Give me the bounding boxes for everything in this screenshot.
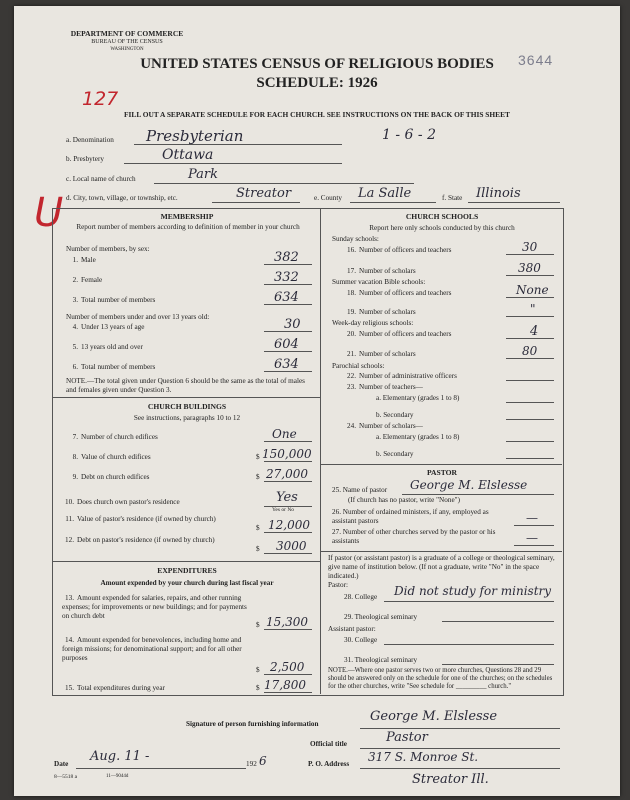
q10-row: 10. Does church own pastor's residence <box>65 498 180 506</box>
q18-row: 18. Number of officers and teachers <box>347 289 452 297</box>
q27-value[interactable]: — <box>526 531 538 545</box>
q2-value[interactable]: 332 <box>274 270 299 285</box>
census-schedule-page <box>14 6 620 796</box>
q23b-row: b. Secondary <box>376 411 414 419</box>
expenditures-heading: EXPENDITURES <box>157 566 217 575</box>
q20-row: 20. Number of officers and teachers <box>347 330 452 338</box>
q6-row: 6. Total number of members <box>72 363 156 371</box>
q8-row: 8. Value of church edifices <box>72 453 151 461</box>
membership-heading: MEMBERSHIP <box>160 212 214 221</box>
age-label: Number of members under and over 13 years old: <box>66 313 210 321</box>
stamp-number: 3644 <box>518 52 554 68</box>
q15-dollar: $ <box>256 684 260 692</box>
po-address-value[interactable]: 317 S. Monroe St. <box>368 750 479 764</box>
year-digit[interactable]: 6 <box>259 754 267 768</box>
q28-value[interactable]: Did not study for ministry <box>394 584 552 598</box>
pastor-name-note: (If church has no pastor, write "None") <box>348 496 460 504</box>
po-address-label: P. O. Address <box>308 760 350 768</box>
city-label: d. City, town, village, or township, etc. <box>66 194 178 202</box>
buildings-heading: CHURCH BUILDINGS <box>147 402 227 411</box>
q14-row: 14. Amount expended for benevolences, including home and foreign missions; for denominational support; and for all other purposes <box>62 636 242 662</box>
q1-value[interactable]: 382 <box>274 250 299 265</box>
official-title-label: Official title <box>310 740 347 748</box>
city-value[interactable]: Streator <box>236 186 292 201</box>
q26-value[interactable]: — <box>526 511 538 525</box>
assistant-label: Assistant pastor: <box>328 625 376 633</box>
q8-dollar: $ <box>256 453 260 461</box>
q3-row: 3. Total number of members <box>72 296 156 304</box>
by-sex-label: Number of members, by sex: <box>66 245 150 253</box>
date-value[interactable]: Aug. 11 - <box>90 749 150 764</box>
membership-note: NOTE.—The total given under Question 6 should be the same as the total of males and females given under Question 3. <box>66 377 305 394</box>
graduate-note: If pastor (or assistant pastor) is a graduate of a college or theological seminary, give name of institution below. (If not a graduate, write "No" in the space indicated.) <box>328 554 555 580</box>
department-name: DEPARTMENT OF COMMERCE <box>70 29 184 38</box>
q13-value[interactable]: 15,300 <box>266 615 308 629</box>
red-handwritten-number: 127 <box>82 88 119 110</box>
q3-value[interactable]: 634 <box>274 290 299 305</box>
q11-dollar: $ <box>256 524 260 532</box>
q4-row: 4. Under 13 years of age <box>72 323 145 331</box>
q15-row: 15. Total expenditures during year <box>65 684 165 692</box>
q11-value[interactable]: 12,000 <box>268 518 310 532</box>
q8-value[interactable]: 150,000 <box>262 447 312 461</box>
pastor-sub-label: Pastor: <box>328 581 348 589</box>
signature-label: Signature of person furnishing information <box>186 720 319 728</box>
denomination-code[interactable]: 1 - 6 - 2 <box>382 127 436 143</box>
q11-row: 11. Value of pastor's residence (if owned by church) <box>65 515 216 523</box>
buildings-intro: See instructions, paragraphs 10 to 12 <box>133 414 241 422</box>
q29-row: 29. Theological seminary <box>344 613 418 621</box>
red-u-mark: U <box>34 190 64 236</box>
yes-or-no-note: Yes or No <box>272 507 295 513</box>
q17-row: 17. Number of scholars <box>347 267 416 275</box>
po-city-value[interactable]: Streator Ill. <box>412 772 489 787</box>
q6-value[interactable]: 634 <box>274 357 299 372</box>
schools-heading: CHURCH SCHOOLS <box>405 212 479 221</box>
local-name-value[interactable]: Park <box>188 167 219 182</box>
q13-dollar: $ <box>256 621 260 629</box>
year-prefix: 192 <box>246 760 257 768</box>
q17-value[interactable]: 380 <box>518 261 541 275</box>
q1-row: 1. Male <box>72 256 96 264</box>
presbytery-value[interactable]: Ottawa <box>162 147 214 163</box>
pastor-note: NOTE.—Where one pastor serves two or more churches, Questions 28 and 29 should be answered only on the schedule for one of the churches; on the schedules for the other churches, write "See schedule for _________ church." <box>328 667 553 690</box>
q9-dollar: $ <box>256 473 260 481</box>
q23a-row: a. Elementary (grades 1 to 8) <box>376 394 460 402</box>
county-value[interactable]: La Salle <box>358 186 412 201</box>
q14-dollar: $ <box>256 666 260 674</box>
q12-row: 12. Debt on pastor's residence (if owned by church) <box>65 536 215 544</box>
q7-value[interactable]: One <box>272 427 297 441</box>
schools-intro: Report here only schools conducted by this church <box>369 224 515 232</box>
pastor-name-label: 25. Name of pastor <box>332 486 388 494</box>
pastor-name-value[interactable]: George M. Elslesse <box>410 478 528 492</box>
q5-row: 5. 13 years old and over <box>72 343 143 351</box>
column-divider <box>320 208 321 694</box>
q23-row: 23. Number of teachers— <box>347 383 423 391</box>
q5-value[interactable]: 604 <box>274 337 299 352</box>
date-label: Date <box>54 760 69 768</box>
official-title-value[interactable]: Pastor <box>386 730 428 745</box>
q20-value[interactable]: 4 <box>530 324 539 339</box>
expenditures-intro: Amount expended by your church during last fiscal year <box>100 579 274 587</box>
pastor-heading: PASTOR <box>426 468 458 477</box>
q26-row: 26. Number of ordained ministers, if any, employed as assistant pastors <box>332 508 489 525</box>
print-code: 11—9044d <box>106 774 129 779</box>
q21-row: 21. Number of scholars <box>347 350 416 358</box>
summer-label: Summer vacation Bible schools: <box>332 278 426 286</box>
q13-row: 13. Amount expended for salaries, repairs, and other running expenses; for improvements or new buildings; and for payments on church debt <box>62 594 247 620</box>
q18-value[interactable]: None <box>516 283 549 297</box>
instruction-line: FILL OUT A SEPARATE SCHEDULE FOR EACH CHURCH. SEE INSTRUCTIONS ON THE BACK OF THIS SHEET <box>124 110 510 119</box>
q15-value[interactable]: 17,800 <box>264 678 306 692</box>
presbytery-label: b. Presbytery <box>66 155 104 163</box>
q9-row: 9. Debt on church edifices <box>72 473 150 481</box>
q24a-row: a. Elementary (grades 1 to 8) <box>376 433 460 441</box>
q12-dollar: $ <box>256 545 260 553</box>
q12-value[interactable]: 3000 <box>276 539 307 553</box>
q9-value[interactable]: 27,000 <box>266 467 308 481</box>
q28-row: 28. College <box>344 593 378 601</box>
form-title: UNITED STATES CENSUS OF RELIGIOUS BODIES <box>140 56 494 72</box>
q7-row: 7. Number of church edifices <box>72 433 158 441</box>
q27-row: 27. Number of other churches served by the pastor or his assistants <box>332 528 496 545</box>
q31-row: 31. Theological seminary <box>344 656 418 664</box>
state-label: f. State <box>442 194 463 202</box>
q24-row: 24. Number of scholars— <box>347 422 423 430</box>
denomination-label: a. Denomination <box>66 136 114 144</box>
form-number: 8—5518 a <box>54 774 78 780</box>
membership-intro: Report number of members according to definition of member in your church <box>76 223 300 231</box>
q10-value[interactable]: Yes <box>276 490 298 505</box>
local-name-label: c. Local name of church <box>66 175 136 183</box>
city-name: WASHINGTON <box>110 47 144 52</box>
county-label: e. County <box>314 194 342 202</box>
parochial-label: Parochial schools: <box>332 362 385 370</box>
sunday-label: Sunday schools: <box>332 235 379 243</box>
signature-value[interactable]: George M. Elslesse <box>370 709 498 724</box>
denomination-value[interactable]: Presbyterian <box>146 127 244 145</box>
q2-row: 2. Female <box>72 276 103 284</box>
q16-row: 16. Number of officers and teachers <box>347 246 452 254</box>
q4-value[interactable]: 30 <box>284 317 301 332</box>
q16-value[interactable]: 30 <box>522 240 538 254</box>
bureau-name: BUREAU OF THE CENSUS <box>91 39 163 45</box>
department-block <box>62 30 192 54</box>
q24b-row: b. Secondary <box>376 450 414 458</box>
state-value[interactable]: Illinois <box>476 186 521 201</box>
q21-value[interactable]: 80 <box>522 344 538 358</box>
q22-row: 22. Number of administrative officers <box>347 372 457 380</box>
q19-value[interactable]: " <box>530 302 536 316</box>
weekday-label: Week-day religious schools: <box>332 319 414 327</box>
q14-value[interactable]: 2,500 <box>270 660 305 674</box>
schedule-year: SCHEDULE: 1926 <box>256 75 378 91</box>
q19-row: 19. Number of scholars <box>347 308 416 316</box>
q30-row: 30. College <box>344 636 378 644</box>
